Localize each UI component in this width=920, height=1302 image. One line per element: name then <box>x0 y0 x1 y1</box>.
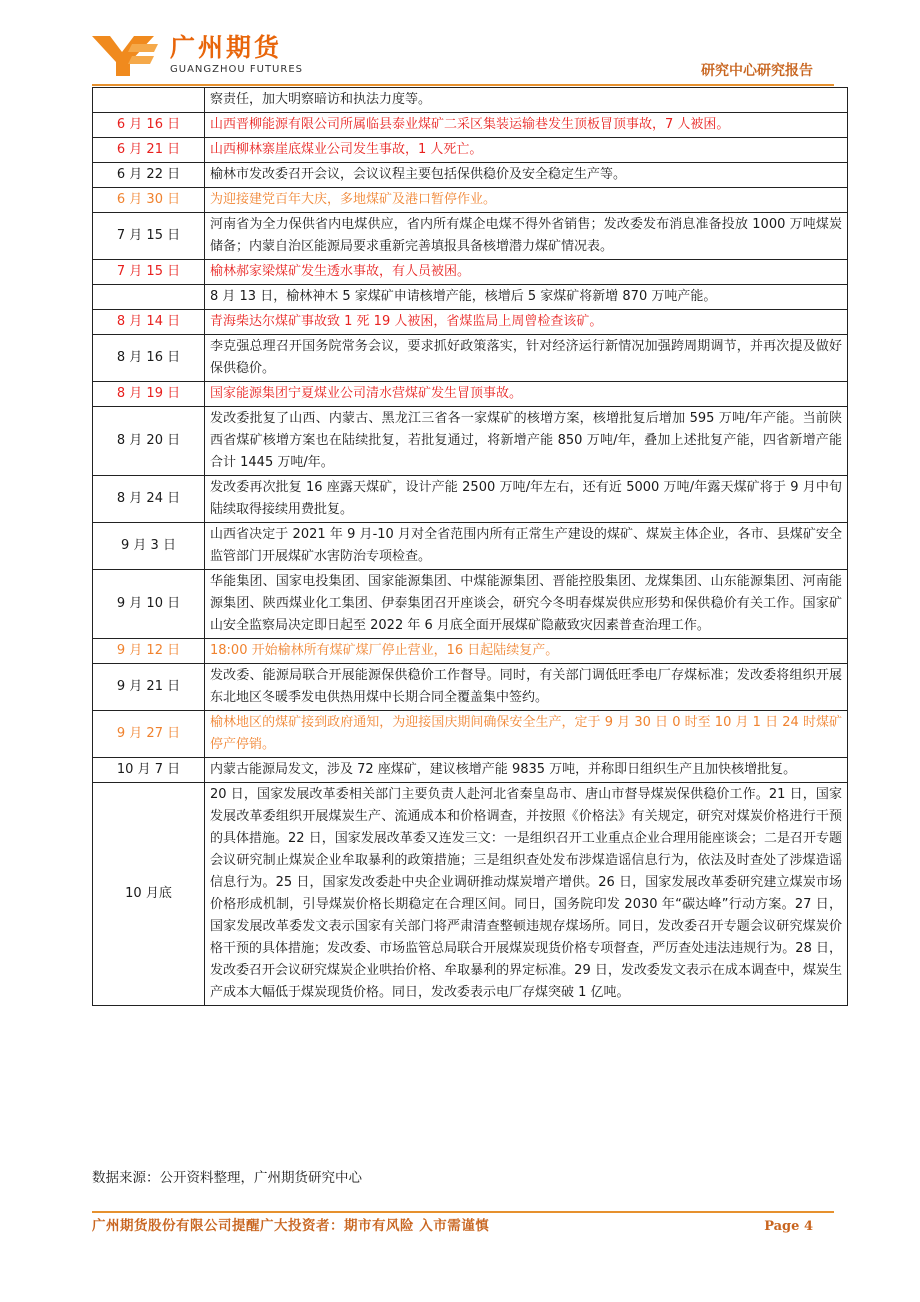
table-row <box>93 335 848 382</box>
table-row <box>93 523 848 570</box>
table-row <box>93 711 848 758</box>
table-row <box>93 163 848 188</box>
event-description: 山西省决定于 2021 年 9 月-10 月对全省范围内所有正常生产建设的煤矿、煤炭主体企业，各市、县煤矿安全监管部门开展煤矿水害防治专项检查。 <box>205 523 848 570</box>
table-row <box>93 188 848 213</box>
footer-divider <box>92 1211 834 1213</box>
page-number: Page 4 <box>764 1219 813 1234</box>
event-date: 9 月 3 日 <box>93 523 205 570</box>
guangzhou-futures-logo-icon <box>92 34 158 78</box>
event-date: 6 月 21 日 <box>93 138 205 163</box>
company-name-cn: 广州期货 <box>170 33 283 62</box>
event-date: 8 月 19 日 <box>93 382 205 407</box>
source-note: 数据来源：公开资料整理，广州期货研究中心 <box>92 1170 362 1186</box>
event-description: 8 月 13 日，榆林神木 5 家煤矿申请核增产能，核增后 5 家煤矿将新增 870 万吨产能。 <box>205 285 848 310</box>
event-description: 为迎接建党百年大庆，多地煤矿及港口暂停作业。 <box>205 188 848 213</box>
event-date <box>93 285 205 310</box>
event-description: 榆林郝家梁煤矿发生透水事故，有人员被困。 <box>205 260 848 285</box>
event-description: 华能集团、国家电投集团、国家能源集团、中煤能源集团、晋能控股集团、龙煤集团、山东能源集团、河南能源集团、陕西煤业化工集团、伊泰集团召开座谈会，研究今冬明春煤炭供应形势和保供稳价有关工作。国家矿山安全监察局决定即日起至 2022 年 6 月底全面开展煤矿隐蔽致灾因素普查治理工作。 <box>205 570 848 639</box>
event-description: 18:00 开始榆林所有煤矿煤厂停止营业，16 日起陆续复产。 <box>205 639 848 664</box>
event-date: 9 月 10 日 <box>93 570 205 639</box>
company-name-en: GUANGZHOU FUTURES <box>170 64 303 75</box>
event-date: 10 月 7 日 <box>93 758 205 783</box>
event-date: 6 月 22 日 <box>93 163 205 188</box>
event-description: 榆林地区的煤矿接到政府通知，为迎接国庆期间确保安全生产，定于 9 月 30 日 0 时至 10 月 1 日 24 时煤矿停产停销。 <box>205 711 848 758</box>
event-description: 榆林市发改委召开会议，会议议程主要包括保供稳价及安全稳定生产等。 <box>205 163 848 188</box>
header-divider <box>92 84 834 86</box>
table-row <box>93 260 848 285</box>
page-header <box>0 0 920 90</box>
table-row <box>93 138 848 163</box>
table-row <box>93 783 848 1006</box>
table-row <box>93 407 848 476</box>
event-description: 20 日，国家发展改革委相关部门主要负责人赴河北省秦皇岛市、唐山市督导煤炭保供稳价工作。21 日，国家发展改革委组织开展煤炭生产、流通成本和价格调查，并按照《价格法》有关规定，研究对煤炭价格进行干预的具体措施。22 日，国家发展改革委又连发三文：一是组织召开工业重点企业合理用能座谈会；二是召开专题会议研究制止煤炭企业牟取暴利的政策措施；三是组织查处发布涉煤造谣信息行为，依法及时查处了涉煤造谣信息行为。25 日，国家发改委赴中央企业调研推动煤炭增产增供。26 日，国家发展改革委研究建立煤炭市场价格形成机制，引导煤炭价格长期稳定在合理区间。同日，国务院印发 2030 年“碳达峰”行动方案。27 日，国家发展改革委发文表示国家有关部门将严肃清查整顿违规存煤场所。同日，发改委召开专题会议研究煤炭价格干预的具体措施；发改委、市场监管总局联合开展煤炭现货价格专项督查，严厉查处违法违规行为。28 日，发改委召开会议研究煤炭企业哄抬价格、牟取暴利的界定标准。29 日，发改委发文表示在成本调查中，煤炭生产成本大幅低于煤炭现货价格。同日，发改委表示电厂存煤突破 1 亿吨。 <box>205 783 848 1006</box>
event-description: 河南省为全力保供省内电煤供应，省内所有煤企电煤不得外省销售；发改委发布消息准备投放 1000 万吨煤炭储备；内蒙自治区能源局要求重新完善填报具备核增潜力煤矿情况表。 <box>205 213 848 260</box>
event-date: 7 月 15 日 <box>93 213 205 260</box>
event-description: 发改委、能源局联合开展能源保供稳价工作督导。同时，有关部门调低旺季电厂存煤标准；发改委将组织开展东北地区冬暖季发电供热用煤中长期合同全覆盖集中签约。 <box>205 664 848 711</box>
event-description: 李克强总理召开国务院常务会议，要求抓好政策落实，针对经济运行新情况加强跨周期调节，并再次提及做好保供稳价。 <box>205 335 848 382</box>
table-row <box>93 113 848 138</box>
event-date: 6 月 16 日 <box>93 113 205 138</box>
events-table <box>92 87 848 1006</box>
event-description: 发改委批复了山西、内蒙古、黑龙江三省各一家煤矿的核增方案，核增批复后增加 595 万吨/年产能。当前陕西省煤矿核增方案也在陆续批复，若批复通过，将新增产能 850 万吨/年，叠加上述批复产能，四省新增产能合计 1445 万吨/年。 <box>205 407 848 476</box>
event-date: 8 月 16 日 <box>93 335 205 382</box>
event-description: 山西晋柳能源有限公司所属临县泰业煤矿二采区集装运输巷发生顶板冒顶事故，7 人被困。 <box>205 113 848 138</box>
event-description: 山西柳林寨崖底煤业公司发生事故，1 人死亡。 <box>205 138 848 163</box>
event-description: 国家能源集团宁夏煤业公司清水营煤矿发生冒顶事故。 <box>205 382 848 407</box>
event-date: 9 月 27 日 <box>93 711 205 758</box>
table-row <box>93 639 848 664</box>
table-row <box>93 476 848 523</box>
table-row <box>93 213 848 260</box>
table-row <box>93 758 848 783</box>
event-date: 8 月 24 日 <box>93 476 205 523</box>
event-description: 青海柴达尔煤矿事故致 1 死 19 人被困，省煤监局上周曾检查该矿。 <box>205 310 848 335</box>
event-date: 10 月底 <box>93 783 205 1006</box>
event-description: 察责任，加大明察暗访和执法力度等。 <box>205 88 848 113</box>
event-date: 8 月 20 日 <box>93 407 205 476</box>
event-date: 9 月 12 日 <box>93 639 205 664</box>
event-date: 6 月 30 日 <box>93 188 205 213</box>
event-date: 8 月 14 日 <box>93 310 205 335</box>
event-date: 9 月 21 日 <box>93 664 205 711</box>
table-row <box>93 382 848 407</box>
table-row <box>93 310 848 335</box>
event-description: 内蒙古能源局发文，涉及 72 座煤矿，建议核增产能 9835 万吨，并称即日组织生产且加快核增批复。 <box>205 758 848 783</box>
event-description: 发改委再次批复 16 座露天煤矿，设计产能 2500 万吨/年左右，还有近 5000 万吨/年露天煤矿将于 9 月中旬陆续取得接续用费批复。 <box>205 476 848 523</box>
table-row <box>93 88 848 113</box>
table-row <box>93 570 848 639</box>
report-label: 研究中心研究报告 <box>701 63 813 79</box>
footer-disclaimer: 广州期货股份有限公司提醒广大投资者：期市有风险 入市需谨慎 <box>92 1218 490 1234</box>
table-row <box>93 664 848 711</box>
event-date: 7 月 15 日 <box>93 260 205 285</box>
events-table-body <box>93 88 848 1006</box>
table-row <box>93 285 848 310</box>
event-date <box>93 88 205 113</box>
